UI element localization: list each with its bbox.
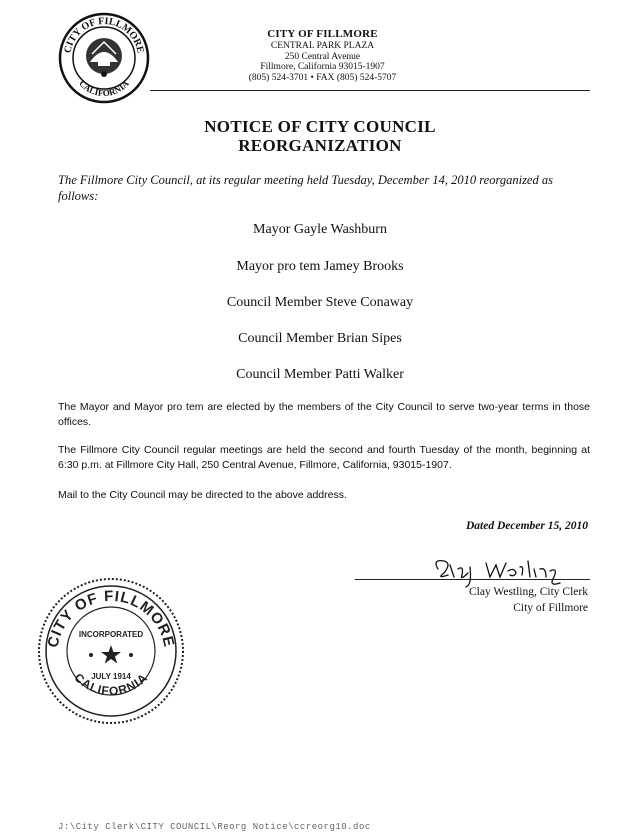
- city-seal-icon: [35, 575, 187, 727]
- logo-text-top: CITY OF FILLMORE: [62, 15, 146, 55]
- signature-line: [355, 579, 590, 580]
- meetings-paragraph: The Fillmore City Council regular meetings are held the second and fourth Tuesday of the month, beginning at 6:30 p.m. at Fillmore City Hall, 250 Central Avenue, Fillmore, California, 93015-1907.: [58, 444, 590, 472]
- mail-paragraph: Mail to the City Council may be directed to the above address.: [58, 489, 347, 501]
- svg-text:CALIFORNIA: [77, 78, 131, 98]
- header-divider: [150, 90, 590, 91]
- city-logo-icon: [58, 12, 150, 104]
- seal-text-date: JULY 1914: [91, 672, 131, 681]
- notice-subtitle: REORGANIZATION: [238, 136, 402, 155]
- address-line: CENTRAL PARK PLAZA: [270, 40, 375, 51]
- intro-text: The Fillmore City Council, at its regular meeting held Tuesday, December 14, 2010 reorganized as follows:: [58, 173, 553, 204]
- logo-text-bottom: CALIFORNIA: [77, 78, 131, 99]
- signature-image: [430, 555, 570, 589]
- address-line: Fillmore, California 93015-1907: [260, 62, 385, 73]
- file-path-footer: J:\City Clerk\CITY COUNCIL\Reorg Notice\ccreorg10.doc: [58, 822, 371, 832]
- member-council: Council Member Brian Sipes: [238, 331, 402, 346]
- seal-text-top: CITY OF FILLMORE: [44, 587, 178, 650]
- notice-title: NOTICE OF CITY COUNCIL: [204, 117, 436, 136]
- member-council: Council Member Steve Conaway: [226, 295, 414, 310]
- seal-text-bottom: CALIFORNIA: [71, 670, 151, 699]
- clerk-name: Clay Westling, City Clerk: [469, 586, 588, 598]
- seal-text-incorporated: INCORPORATED: [78, 630, 144, 639]
- terms-paragraph: The Mayor and Mayor pro tem are elected by the members of the City Council to serve two-year terms in those offices.: [58, 401, 590, 429]
- member-mayor-pro-tem: Mayor pro tem Jamey Brooks: [236, 259, 404, 274]
- signature-block: [469, 585, 588, 616]
- phone-fax-line: (805) 524-3701 • FAX (805) 524-5707: [248, 73, 397, 84]
- letterhead: [205, 28, 440, 84]
- clerk-org: City of Fillmore: [513, 601, 588, 614]
- member-mayor: Mayor Gayle Washburn: [253, 222, 387, 237]
- org-name: CITY OF FILLMORE: [267, 28, 378, 40]
- member-council: Council Member Patti Walker: [236, 367, 404, 382]
- address-line: 250 Central Avenue: [284, 51, 361, 62]
- dated-line: Dated December 15, 2010: [466, 520, 588, 532]
